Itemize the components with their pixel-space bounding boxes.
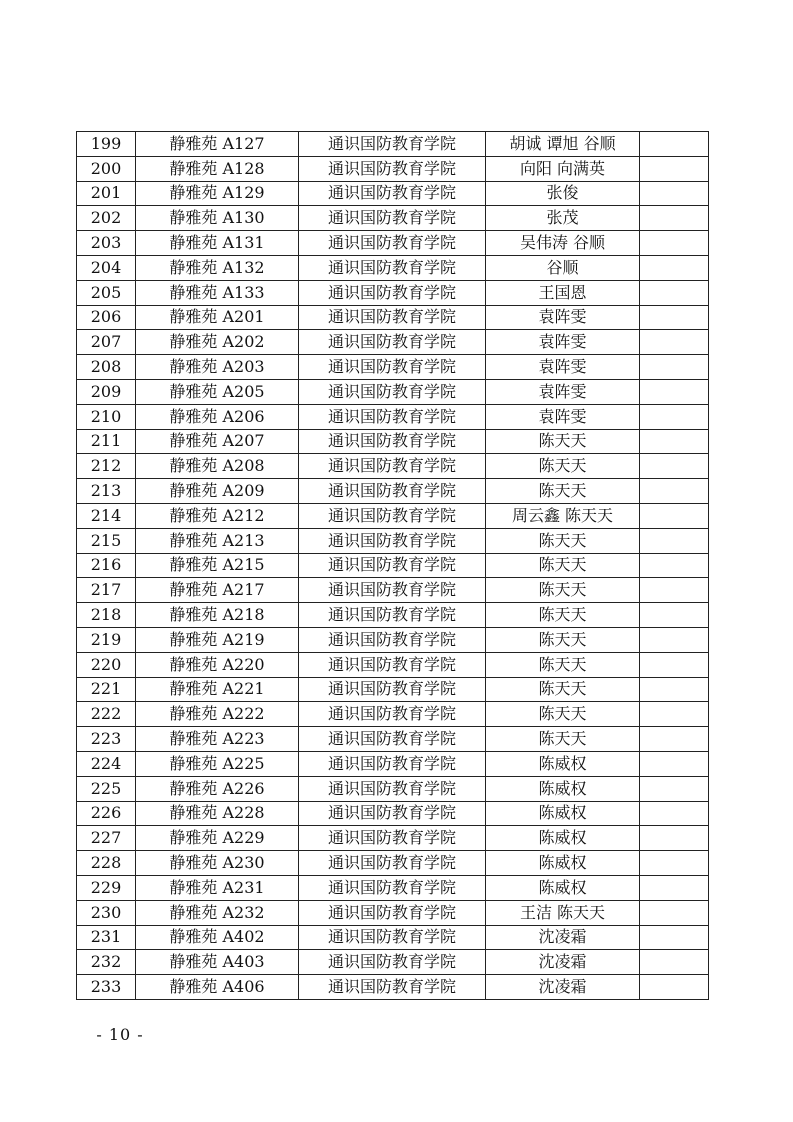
row-number-cell: 233 — [77, 975, 136, 1000]
college-cell: 通识国防教育学院 — [299, 355, 486, 380]
room-cell: 静雅苑 A127 — [136, 132, 299, 157]
room-cell: 静雅苑 A228 — [136, 801, 299, 826]
room-cell: 静雅苑 A206 — [136, 404, 299, 429]
table-row — [77, 280, 709, 305]
teacher-cell: 张茂 — [486, 206, 640, 231]
room-cell: 静雅苑 A205 — [136, 379, 299, 404]
note-cell — [640, 330, 709, 355]
teacher-cell: 陈威权 — [486, 826, 640, 851]
note-cell — [640, 429, 709, 454]
table-row — [77, 206, 709, 231]
teacher-cell: 向阳 向满英 — [486, 156, 640, 181]
college-cell: 通识国防教育学院 — [299, 379, 486, 404]
row-number-cell: 213 — [77, 479, 136, 504]
teacher-cell: 袁阵雯 — [486, 404, 640, 429]
table-row — [77, 751, 709, 776]
table-row — [77, 454, 709, 479]
college-cell: 通识国防教育学院 — [299, 801, 486, 826]
note-cell — [640, 801, 709, 826]
note-cell — [640, 280, 709, 305]
teacher-cell: 张俊 — [486, 181, 640, 206]
college-cell: 通识国防教育学院 — [299, 652, 486, 677]
table-row — [77, 132, 709, 157]
row-number-cell: 218 — [77, 603, 136, 628]
teacher-cell: 陈天天 — [486, 479, 640, 504]
teacher-cell: 胡诚 谭旭 谷顺 — [486, 132, 640, 157]
college-cell: 通识国防教育学院 — [299, 603, 486, 628]
note-cell — [640, 355, 709, 380]
note-cell — [640, 132, 709, 157]
row-number-cell: 228 — [77, 851, 136, 876]
note-cell — [640, 528, 709, 553]
row-number-cell: 204 — [77, 255, 136, 280]
college-cell: 通识国防教育学院 — [299, 330, 486, 355]
teacher-cell: 陈天天 — [486, 603, 640, 628]
row-number-cell: 223 — [77, 727, 136, 752]
teacher-cell: 谷顺 — [486, 255, 640, 280]
table-row — [77, 528, 709, 553]
table-row — [77, 181, 709, 206]
room-cell: 静雅苑 A217 — [136, 578, 299, 603]
college-cell: 通识国防教育学院 — [299, 255, 486, 280]
table-row — [77, 900, 709, 925]
row-number-cell: 229 — [77, 875, 136, 900]
note-cell — [640, 454, 709, 479]
teacher-cell: 陈天天 — [486, 652, 640, 677]
row-number-cell: 224 — [77, 751, 136, 776]
note-cell — [640, 851, 709, 876]
table-row — [77, 875, 709, 900]
college-cell: 通识国防教育学院 — [299, 280, 486, 305]
table-row — [77, 826, 709, 851]
college-cell: 通识国防教育学院 — [299, 975, 486, 1000]
room-cell: 静雅苑 A225 — [136, 751, 299, 776]
note-cell — [640, 950, 709, 975]
room-cell: 静雅苑 A226 — [136, 776, 299, 801]
row-number-cell: 222 — [77, 702, 136, 727]
college-cell: 通识国防教育学院 — [299, 900, 486, 925]
row-number-cell: 212 — [77, 454, 136, 479]
teacher-cell: 陈天天 — [486, 702, 640, 727]
table-row — [77, 404, 709, 429]
table-row — [77, 950, 709, 975]
room-cell: 静雅苑 A213 — [136, 528, 299, 553]
table-row — [77, 553, 709, 578]
note-cell — [640, 652, 709, 677]
room-cell: 静雅苑 A132 — [136, 255, 299, 280]
room-cell: 静雅苑 A222 — [136, 702, 299, 727]
note-cell — [640, 578, 709, 603]
teacher-cell: 陈天天 — [486, 627, 640, 652]
teacher-cell: 陈天天 — [486, 578, 640, 603]
note-cell — [640, 727, 709, 752]
table-row — [77, 801, 709, 826]
table-row — [77, 627, 709, 652]
college-cell: 通识国防教育学院 — [299, 950, 486, 975]
table-row — [77, 603, 709, 628]
table-row — [77, 330, 709, 355]
row-number-cell: 220 — [77, 652, 136, 677]
table-row — [77, 702, 709, 727]
table-row — [77, 429, 709, 454]
row-number-cell: 208 — [77, 355, 136, 380]
teacher-cell: 陈天天 — [486, 454, 640, 479]
room-cell: 静雅苑 A203 — [136, 355, 299, 380]
room-cell: 静雅苑 A130 — [136, 206, 299, 231]
college-cell: 通识国防教育学院 — [299, 677, 486, 702]
college-cell: 通识国防教育学院 — [299, 503, 486, 528]
row-number-cell: 231 — [77, 925, 136, 950]
teacher-cell: 陈天天 — [486, 727, 640, 752]
teacher-cell: 周云鑫 陈天天 — [486, 503, 640, 528]
row-number-cell: 232 — [77, 950, 136, 975]
note-cell — [640, 231, 709, 256]
college-cell: 通识国防教育学院 — [299, 231, 486, 256]
teacher-cell: 陈威权 — [486, 751, 640, 776]
note-cell — [640, 776, 709, 801]
note-cell — [640, 627, 709, 652]
room-cell: 静雅苑 A403 — [136, 950, 299, 975]
room-cell: 静雅苑 A201 — [136, 305, 299, 330]
teacher-cell: 王国恩 — [486, 280, 640, 305]
note-cell — [640, 156, 709, 181]
row-number-cell: 202 — [77, 206, 136, 231]
row-number-cell: 216 — [77, 553, 136, 578]
row-number-cell: 200 — [77, 156, 136, 181]
table-row — [77, 727, 709, 752]
table-row — [77, 355, 709, 380]
note-cell — [640, 553, 709, 578]
row-number-cell: 219 — [77, 627, 136, 652]
college-cell: 通识国防教育学院 — [299, 206, 486, 231]
room-cell: 静雅苑 A215 — [136, 553, 299, 578]
college-cell: 通识国防教育学院 — [299, 479, 486, 504]
note-cell — [640, 975, 709, 1000]
dormitory-assignment-table — [76, 131, 709, 1000]
teacher-cell: 陈天天 — [486, 677, 640, 702]
room-cell: 静雅苑 A220 — [136, 652, 299, 677]
college-cell: 通识国防教育学院 — [299, 528, 486, 553]
note-cell — [640, 826, 709, 851]
college-cell: 通识国防教育学院 — [299, 727, 486, 752]
row-number-cell: 201 — [77, 181, 136, 206]
teacher-cell: 袁阵雯 — [486, 355, 640, 380]
college-cell: 通识国防教育学院 — [299, 578, 486, 603]
college-cell: 通识国防教育学院 — [299, 305, 486, 330]
room-cell: 静雅苑 A218 — [136, 603, 299, 628]
teacher-cell: 陈天天 — [486, 553, 640, 578]
note-cell — [640, 677, 709, 702]
table-row — [77, 677, 709, 702]
table-row — [77, 925, 709, 950]
room-cell: 静雅苑 A223 — [136, 727, 299, 752]
row-number-cell: 217 — [77, 578, 136, 603]
note-cell — [640, 702, 709, 727]
table-row — [77, 776, 709, 801]
note-cell — [640, 875, 709, 900]
note-cell — [640, 206, 709, 231]
table-row — [77, 851, 709, 876]
college-cell: 通识国防教育学院 — [299, 454, 486, 479]
room-cell: 静雅苑 A212 — [136, 503, 299, 528]
table-row — [77, 379, 709, 404]
teacher-cell: 陈天天 — [486, 528, 640, 553]
table-row — [77, 975, 709, 1000]
note-cell — [640, 900, 709, 925]
college-cell: 通识国防教育学院 — [299, 702, 486, 727]
note-cell — [640, 404, 709, 429]
row-number-cell: 199 — [77, 132, 136, 157]
table-row — [77, 305, 709, 330]
table-row — [77, 503, 709, 528]
college-cell: 通识国防教育学院 — [299, 156, 486, 181]
room-cell: 静雅苑 A131 — [136, 231, 299, 256]
note-cell — [640, 503, 709, 528]
table-row — [77, 479, 709, 504]
note-cell — [640, 255, 709, 280]
row-number-cell: 221 — [77, 677, 136, 702]
college-cell: 通识国防教育学院 — [299, 627, 486, 652]
note-cell — [640, 751, 709, 776]
teacher-cell: 王洁 陈天天 — [486, 900, 640, 925]
college-cell: 通识国防教育学院 — [299, 751, 486, 776]
note-cell — [640, 479, 709, 504]
room-cell: 静雅苑 A402 — [136, 925, 299, 950]
row-number-cell: 211 — [77, 429, 136, 454]
college-cell: 通识国防教育学院 — [299, 132, 486, 157]
room-cell: 静雅苑 A133 — [136, 280, 299, 305]
table-row — [77, 156, 709, 181]
row-number-cell: 207 — [77, 330, 136, 355]
row-number-cell: 203 — [77, 231, 136, 256]
note-cell — [640, 181, 709, 206]
table-row — [77, 255, 709, 280]
room-cell: 静雅苑 A229 — [136, 826, 299, 851]
room-cell: 静雅苑 A209 — [136, 479, 299, 504]
college-cell: 通识国防教育学院 — [299, 925, 486, 950]
note-cell — [640, 305, 709, 330]
teacher-cell: 沈凌霜 — [486, 925, 640, 950]
table-row — [77, 231, 709, 256]
teacher-cell: 吴伟涛 谷顺 — [486, 231, 640, 256]
room-cell: 静雅苑 A202 — [136, 330, 299, 355]
row-number-cell: 215 — [77, 528, 136, 553]
college-cell: 通识国防教育学院 — [299, 776, 486, 801]
college-cell: 通识国防教育学院 — [299, 553, 486, 578]
room-cell: 静雅苑 A208 — [136, 454, 299, 479]
teacher-cell: 陈威权 — [486, 875, 640, 900]
room-cell: 静雅苑 A219 — [136, 627, 299, 652]
row-number-cell: 230 — [77, 900, 136, 925]
teacher-cell: 沈凌霜 — [486, 950, 640, 975]
teacher-cell: 陈威权 — [486, 851, 640, 876]
note-cell — [640, 379, 709, 404]
room-cell: 静雅苑 A221 — [136, 677, 299, 702]
row-number-cell: 210 — [77, 404, 136, 429]
page-number: - 10 - — [96, 1025, 144, 1044]
teacher-cell: 陈威权 — [486, 801, 640, 826]
college-cell: 通识国防教育学院 — [299, 851, 486, 876]
room-cell: 静雅苑 A232 — [136, 900, 299, 925]
teacher-cell: 袁阵雯 — [486, 330, 640, 355]
row-number-cell: 226 — [77, 801, 136, 826]
teacher-cell: 陈威权 — [486, 776, 640, 801]
college-cell: 通识国防教育学院 — [299, 404, 486, 429]
room-cell: 静雅苑 A231 — [136, 875, 299, 900]
room-cell: 静雅苑 A128 — [136, 156, 299, 181]
teacher-cell: 袁阵雯 — [486, 379, 640, 404]
table-row — [77, 652, 709, 677]
room-cell: 静雅苑 A207 — [136, 429, 299, 454]
row-number-cell: 214 — [77, 503, 136, 528]
room-cell: 静雅苑 A129 — [136, 181, 299, 206]
room-cell: 静雅苑 A406 — [136, 975, 299, 1000]
note-cell — [640, 603, 709, 628]
room-cell: 静雅苑 A230 — [136, 851, 299, 876]
row-number-cell: 205 — [77, 280, 136, 305]
row-number-cell: 225 — [77, 776, 136, 801]
row-number-cell: 227 — [77, 826, 136, 851]
table-row — [77, 578, 709, 603]
note-cell — [640, 925, 709, 950]
table-body — [77, 132, 709, 1000]
college-cell: 通识国防教育学院 — [299, 826, 486, 851]
teacher-cell: 沈凌霜 — [486, 975, 640, 1000]
teacher-cell: 袁阵雯 — [486, 305, 640, 330]
row-number-cell: 206 — [77, 305, 136, 330]
college-cell: 通识国防教育学院 — [299, 181, 486, 206]
teacher-cell: 陈天天 — [486, 429, 640, 454]
college-cell: 通识国防教育学院 — [299, 875, 486, 900]
college-cell: 通识国防教育学院 — [299, 429, 486, 454]
row-number-cell: 209 — [77, 379, 136, 404]
